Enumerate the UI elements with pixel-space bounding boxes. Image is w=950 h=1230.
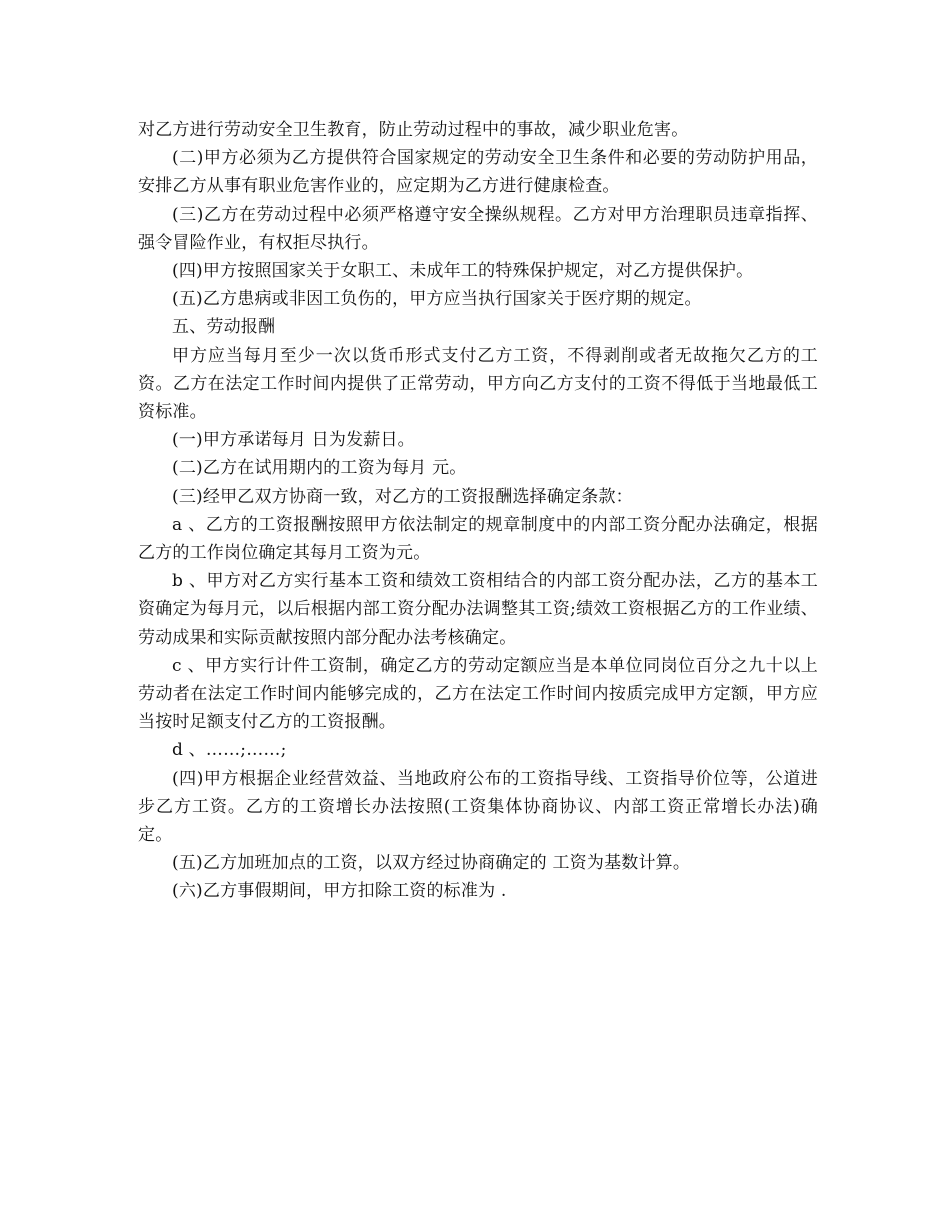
paragraph-continuation: 对乙方进行劳动安全卫生教育，防止劳动过程中的事故，减少职业危害。 — [138, 120, 689, 140]
paragraph-probation-wage: (二)乙方在试用期内的工资为每月 元。 — [172, 458, 467, 479]
paragraph-payday: (一)甲方承诺每月 日为发薪日。 — [172, 430, 415, 451]
paragraph-leave-deduction: (六)乙方事假期间，甲方扣除工资的标准为 . — [172, 881, 507, 902]
paragraph-wage-options: (三)经甲乙双方协商一致，对乙方的工资报酬选择确定条款： — [172, 486, 633, 507]
paragraph-clause-5: (五)乙方患病或非因工负伤的，甲方应当执行国家关于医疗期的规定。 — [172, 289, 702, 310]
section-heading-labor-remuneration: 五、劳动报酬 — [172, 317, 276, 338]
paragraph-option-a: a 、乙方的工资报酬按照甲方依法制定的规章制度中的内部工资分配办法确定，根据乙方的工作岗位确定其每月工资为元。 — [138, 514, 818, 564]
paragraph-clause-3: (三)乙方在劳动过程中必须严格遵守安全操纵规程。乙方对甲方治理职员违章指挥、强令冒险作业，有权拒尽执行。 — [138, 204, 818, 253]
paragraph-clause-4: (四)甲方按照国家关于女职工、未成年工的特殊保护规定，对乙方提供保护。 — [172, 261, 754, 282]
paragraph-option-c: c 、甲方实行计件工资制，确定乙方的劳动定额应当是本单位同岗位百分之九十以上劳动者在法定工作时间内能够完成的，乙方在法定工作时间内按质完成甲方定额，甲方应当按时足额支付乙方的工资报酬。 — [138, 655, 818, 733]
paragraph-option-d: d 、……;……; — [172, 740, 287, 761]
paragraph-clause-2: (二)甲方必须为乙方提供符合国家规定的劳动安全卫生条件和必要的劳动防护用品，安排乙方从事有职业危害作业的，应定期为乙方进行健康检查。 — [138, 148, 818, 197]
paragraph-wage-increase: (四)甲方根据企业经营效益、当地政府公布的工资指导线、工资指导价位等，公道进步乙方工资。乙方的工资增长办法按照(工资集体协商协议、内部工资正常增长办法)确定。 — [138, 768, 818, 846]
paragraph-option-b: b 、甲方对乙方实行基本工资和绩效工资相结合的内部工资分配办法，乙方的基本工资确定为每月元，以后根据内部工资分配办法调整其工资;绩效工资根据乙方的工作业绩、劳动成果和实际贡献按照内部分配办法考核确定。 — [138, 571, 818, 648]
paragraph-wage-payment: 甲方应当每月至少一次以货币形式支付乙方工资，不得剥削或者无故拖欠乙方的工资。乙方在法定工作时间内提供了正常劳动，甲方向乙方支付的工资不得低于当地最低工资标准。 — [138, 345, 818, 423]
paragraph-overtime-wage: (五)乙方加班加点的工资，以双方经过协商确定的 工资为基数计算。 — [172, 853, 691, 874]
document-body — [138, 116, 818, 906]
